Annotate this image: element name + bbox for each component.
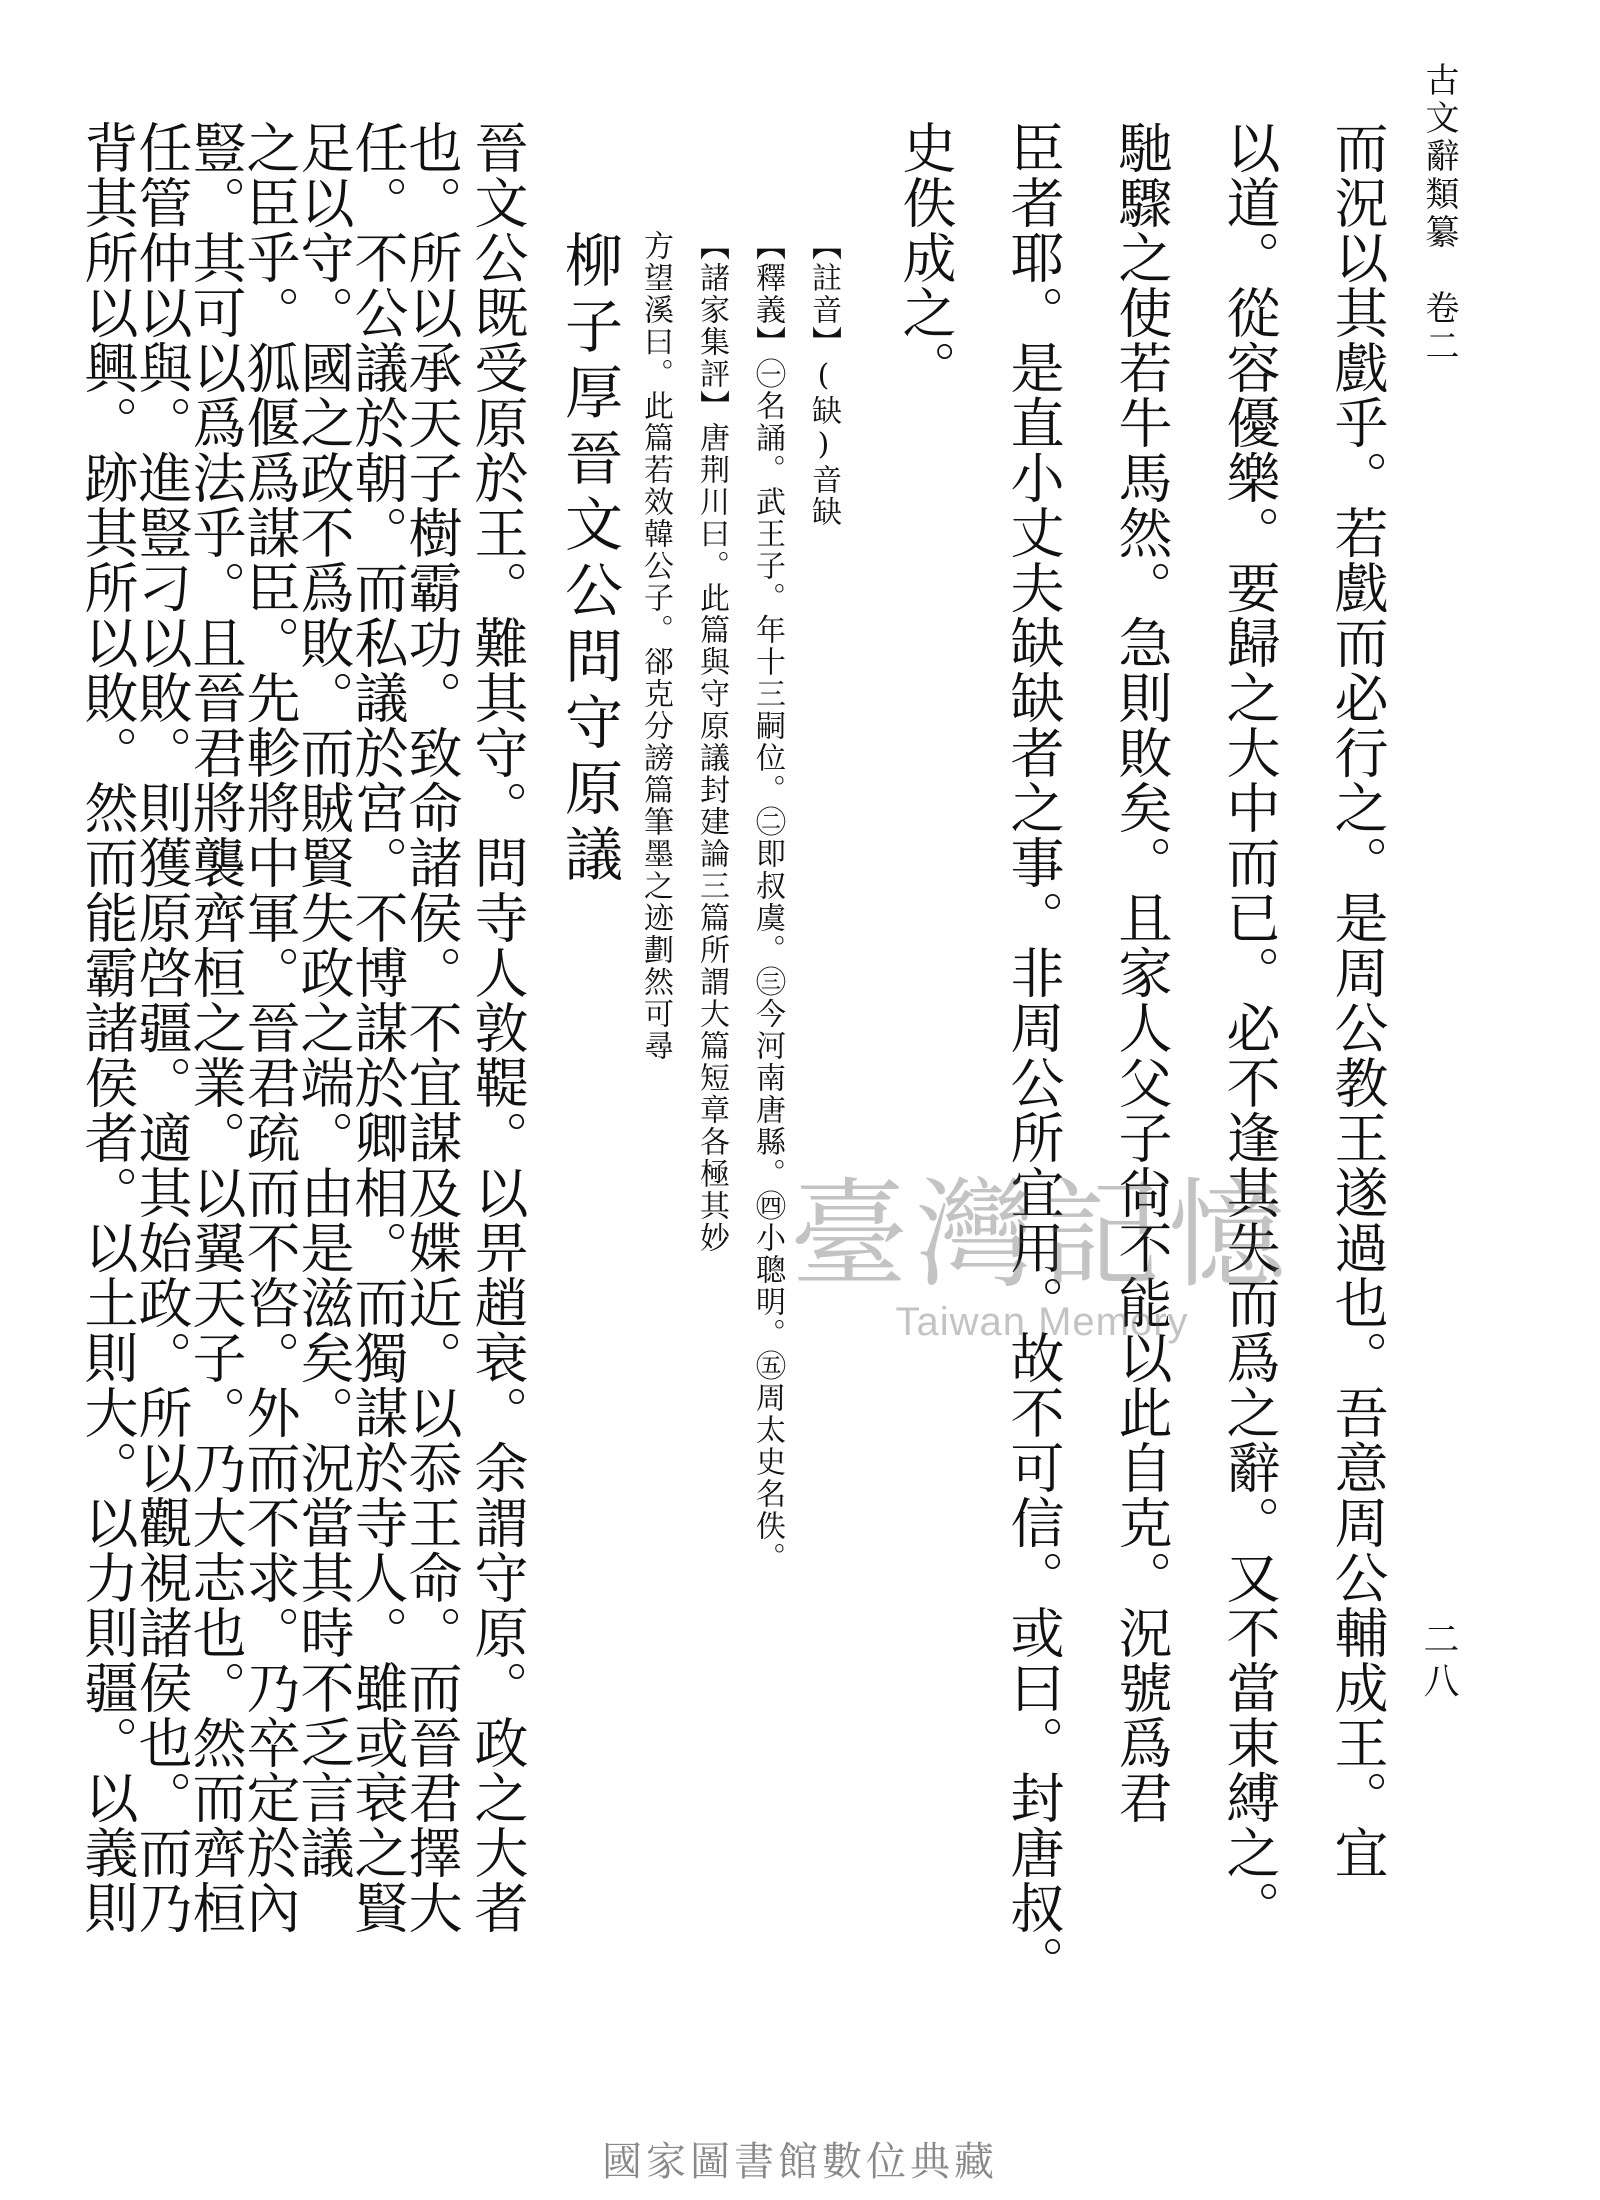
watermark-chinese: 臺灣記憶 (790, 1166, 1295, 1304)
taiwan-memory-watermark (790, 1140, 1294, 1345)
right-passage-line-4: 臣者耶。是直小丈夫缺缺者之事。非周公所宜用。故不可信。或曰。封唐叔。 (1002, 120, 1065, 1990)
essay-line-2: 也。所以承天子樹霸功。致命諸侯。不宜謀及媟近。以忝王命。而晉君擇大 (400, 120, 463, 1935)
right-passage-line-1: 而況以其戲乎。若戲而必行之。是周公教王遂過也。吾意周公輔成王。宜 (1326, 120, 1389, 1880)
essay-line-3: 任。不公議於朝。而私議於宮。不博謀於卿相。而獨謀於寺人。雖或衰之賢 (346, 120, 409, 1935)
essay-line-6: 豎。其可以爲法乎。且晉君將襲齊桓之業。以翼天子。乃大志也。然而齊桓 (184, 120, 247, 1935)
note-commentary-1: 【諸家集評】唐荆川曰。此篇與守原議封建論三篇所謂大篇短章各極其妙 (694, 230, 729, 1254)
essay-line-1: 晉文公既受原於王。難其守。問寺人敦鞮。以畀趙衰。余謂守原。政之大者 (466, 120, 529, 1935)
footer-library-credit: 國家圖書館數位典藏 (602, 2139, 998, 2185)
watermark-english: Taiwan Memory (895, 1300, 1189, 1344)
note-pronunciation: 【註音】(缺)音缺 (806, 230, 841, 528)
page-number: 二八 (1418, 1620, 1459, 1704)
essay-line-5: 之臣乎。狐偃爲謀臣。先軫將中軍。晉君疏而不咨。外而不求。乃卒定於內 (238, 120, 301, 1935)
note-explanation: 【釋義】㊀名誦。武王子。年十三嗣位。㊁即叔虞。㊂今河南唐縣。㊃小聰明。㊄周太史名佚。 (750, 230, 785, 1574)
right-passage-line-2: 以道。從容優樂。要歸之大中而已。必不逢其失而爲之辭。又不當束縛之。 (1218, 120, 1281, 1935)
right-passage-line-5: 史佚成之。 (894, 120, 957, 395)
note-commentary-2: 方望溪曰。此篇若效韓公子。郤克分謗篇筆墨之迹劃然可尋 (638, 230, 673, 1062)
essay-line-7: 任管仲以與。進豎刁以敗。則獲原啓疆。適其始政。所以觀視諸侯也。而乃 (130, 120, 193, 1935)
essay-line-8: 背其所以興。跡其所以敗。然而能霸諸侯者。以土則大。以力則疆。以義則 (76, 120, 139, 1935)
book-title-header: 古文辭類纂 卷二 (1419, 62, 1459, 366)
essay-title: 柳子厚晉文公問守原議 (555, 230, 623, 890)
right-passage-line-3: 馳驟之使若牛馬然。急則敗矣。且家人父子尙不能以此自克。況號爲君 (1110, 120, 1173, 1825)
essay-line-4: 足以守。國之政不爲敗。而賊賢失政之端。由是滋矣。況當其時不乏言議 (292, 120, 355, 1880)
